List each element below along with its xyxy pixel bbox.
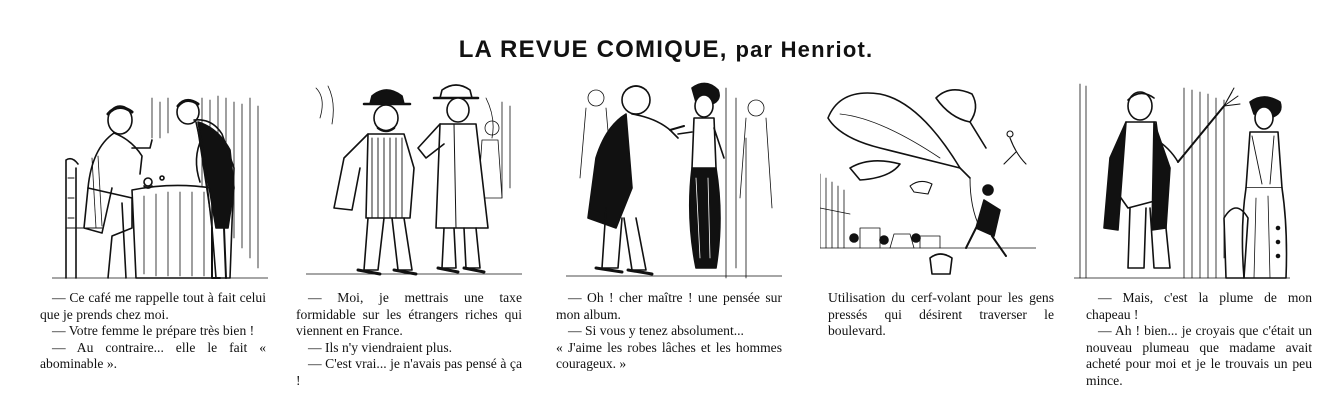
caption-line: — Ah ! bien... je croyais que c'était un nouveau plumeau que madame avait acheté pour moi et je le trouvais un peu mince. [1086,323,1312,388]
caption-line: — Moi, je mettrais une taxe formidable sur les étrangers riches qui viennent en France. [296,290,522,338]
caption-line: — Mais, c'est la plume de mon chapeau ! [1086,290,1312,322]
panel-album [566,78,782,283]
panel-plumeau [1074,78,1290,283]
caption-cafe [40,290,266,373]
title-author: par Henriot. [735,37,874,62]
title-main: LA REVUE COMIQUE [458,36,720,63]
servant [1104,92,1178,268]
caption-line: — C'est vrai... je n'avais pas pensé à ça ! [296,356,522,388]
lady [678,83,724,268]
caption-plumeau [1086,290,1312,389]
panel-cafe-illustration [52,78,268,283]
caption-album [556,290,782,373]
caption-line: — Ils n'y viendraient plus. [308,339,453,355]
man-striped-suit [334,90,416,274]
caption-line: Utilisation du cerf-volant pour les gens pressés qui désirent traverser le boulevard. [828,290,1054,338]
panel-plumeau-illustration [1074,78,1290,283]
title-separator: , [719,36,728,63]
caption-cerf-volant [828,290,1054,340]
man-pulled [966,185,1006,256]
man-overcoat [418,85,488,272]
panel-taxe [306,78,522,283]
panel-cafe [52,78,268,283]
caption-taxe [296,290,522,389]
caption-line: — Oh ! cher maître ! une pensée sur mon album. [556,290,782,322]
caption-line: — Ce café me rappelle tout à fait celui que je prends chez moi. [40,290,266,322]
caption-line: — Votre femme le prépare très bien ! [52,323,255,338]
caption-line: — Au contraire... elle le fait « abominable ». [40,339,266,371]
panel-taxe-illustration [306,78,522,283]
lady-with-hat [1242,97,1286,278]
cafe-table [132,176,212,278]
street-crowd [850,234,952,274]
panel-album-illustration [566,78,782,283]
panel-cerf-volant [820,78,1036,283]
kite-medium [850,161,900,180]
page-title [0,36,1332,64]
panel-cerf-volant-illustration [820,78,1036,283]
caption-line: — Si vous y tenez absolument... [568,323,744,338]
caption-line: « J'aime les robes lâches et les hommes courageux. » [556,339,782,371]
old-man-maitre [588,86,684,274]
feather-duster [1178,88,1240,162]
chair [66,159,102,278]
kite-small [936,90,986,148]
